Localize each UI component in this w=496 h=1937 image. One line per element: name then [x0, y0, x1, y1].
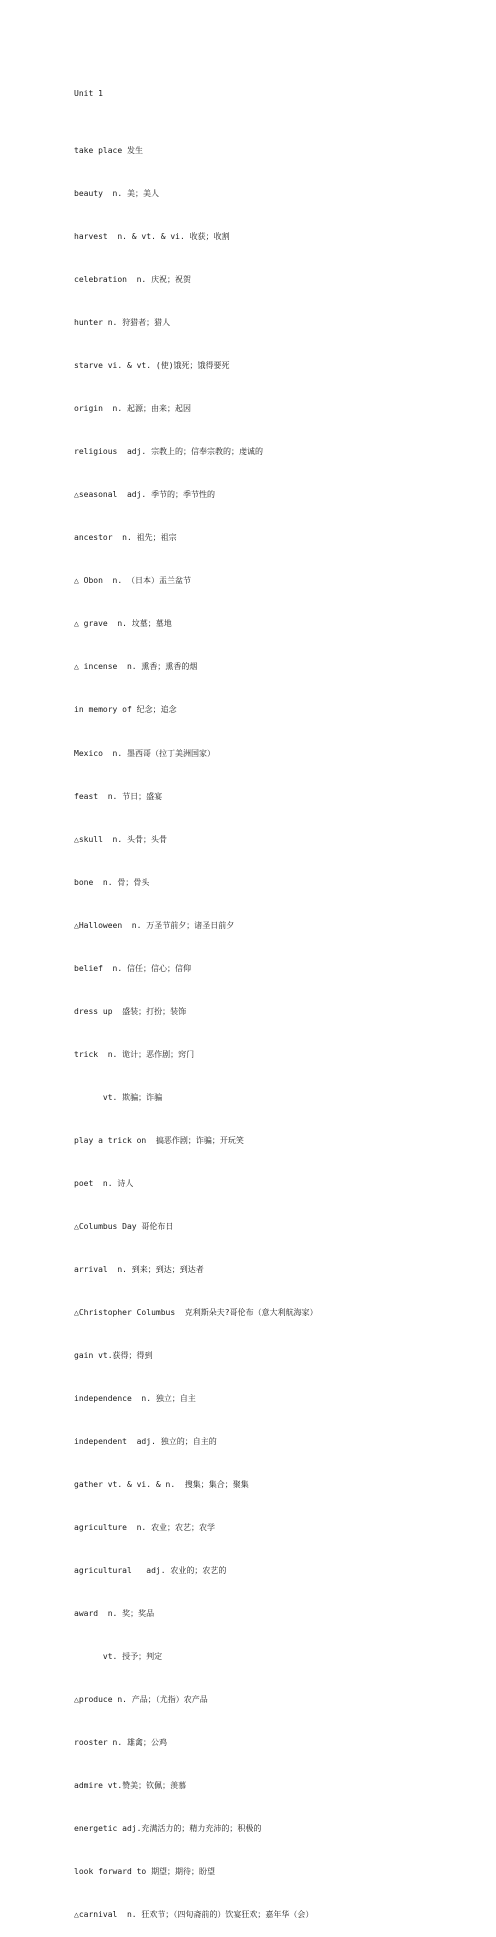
vocab-line: bone n. 骨；骨头	[74, 877, 150, 887]
vocab-line: ancestor n. 祖先；祖宗	[74, 533, 177, 543]
vocab-line: Mexico n. 墨西哥（拉丁美洲国家）	[74, 748, 215, 758]
vocab-line: △Halloween n. 万圣节前夕；诸圣日前夕	[74, 920, 235, 930]
vocab-line: △Christopher Columbus 克利斯朵夫?哥伦布（意大利航海家）	[74, 1307, 318, 1317]
vocab-line: poet n. 诗人	[74, 1178, 134, 1188]
vocab-line: starve vi. & vt. (使)饿死；饿得要死	[74, 361, 230, 371]
vocab-line: celebration n. 庆祝；祝贺	[74, 275, 192, 285]
vocab-line: religious adj. 宗教上的；信奉宗教的；虔诚的	[74, 447, 264, 457]
vocab-line: admire vt.赞美；钦佩；羡慕	[74, 1781, 187, 1791]
vocab-line: △ Obon n. （日本）盂兰盆节	[74, 576, 191, 586]
vocab-line: independent adj. 独立的；自主的	[74, 1437, 217, 1446]
vocab-line: gather vt. & vi. & n. 搜集；集合；聚集	[74, 1480, 249, 1490]
vocab-line: look forward to 期望；期待；盼望	[74, 1867, 216, 1877]
vocab-line: energetic adj.充满活力的；精力充沛的；积极的	[74, 1824, 262, 1834]
vocab-line: agricultural adj. 农业的；农艺的	[74, 1566, 227, 1576]
vocab-line: take place 发生	[74, 146, 143, 156]
vocab-line: △skull n. 头骨；头骨	[74, 834, 167, 844]
vocab-line: △ grave n. 坟墓；墓地	[74, 619, 172, 629]
vocab-line: play a trick on 搞恶作剧；诈骗；开玩笑	[74, 1135, 244, 1145]
vocab-line: harvest n. & vt. & vi. 收获；收割	[74, 232, 230, 242]
unit-title: Unit 1	[74, 88, 103, 98]
vocab-line: feast n. 节日；盛宴	[74, 791, 163, 801]
vocab-line: in memory of 纪念；追念	[74, 705, 177, 715]
vocab-line: rooster n. 雄禽；公鸡	[74, 1738, 167, 1748]
vocab-line: gain vt.获得；得到	[74, 1350, 153, 1360]
vocab-line: award n. 奖；奖品	[74, 1609, 155, 1619]
vocab-line: trick n. 诡计；恶作剧；窍门	[74, 1049, 195, 1059]
vocab-line: agriculture n. 农业；农艺；农学	[74, 1523, 216, 1533]
vocab-line: dress up 盛装；打扮；装饰	[74, 1006, 187, 1016]
vocab-line: △carnival n. 狂欢节；（四旬斋前的）饮宴狂欢；嘉年华（会）	[74, 1910, 314, 1920]
vocab-line: beauty n. 美；美人	[74, 189, 159, 199]
vocab-line: arrival n. 到来；到达；到达者	[74, 1264, 204, 1274]
vocab-line: △seasonal adj. 季节的；季节性的	[74, 490, 216, 500]
vocab-line: hunter n. 狩猎者；猎人	[74, 318, 171, 328]
vocab-line: vt. 欺骗；诈骗	[74, 1092, 163, 1102]
document-page	[74, 58, 484, 1937]
vocab-line: vt. 授予；判定	[74, 1652, 163, 1662]
vocab-line: △Columbus Day 哥伦布日	[74, 1221, 174, 1231]
vocab-line: origin n. 起源；由来；起因	[74, 404, 191, 414]
vocab-line: △produce n. 产品；（尤指）农产品	[74, 1695, 208, 1705]
vocab-line: belief n. 信任；信心；信仰	[74, 963, 191, 973]
vocab-line: △ incense n. 熏香；熏香的烟	[74, 662, 198, 672]
vocab-line: independence n. 独立；自主	[74, 1393, 196, 1403]
